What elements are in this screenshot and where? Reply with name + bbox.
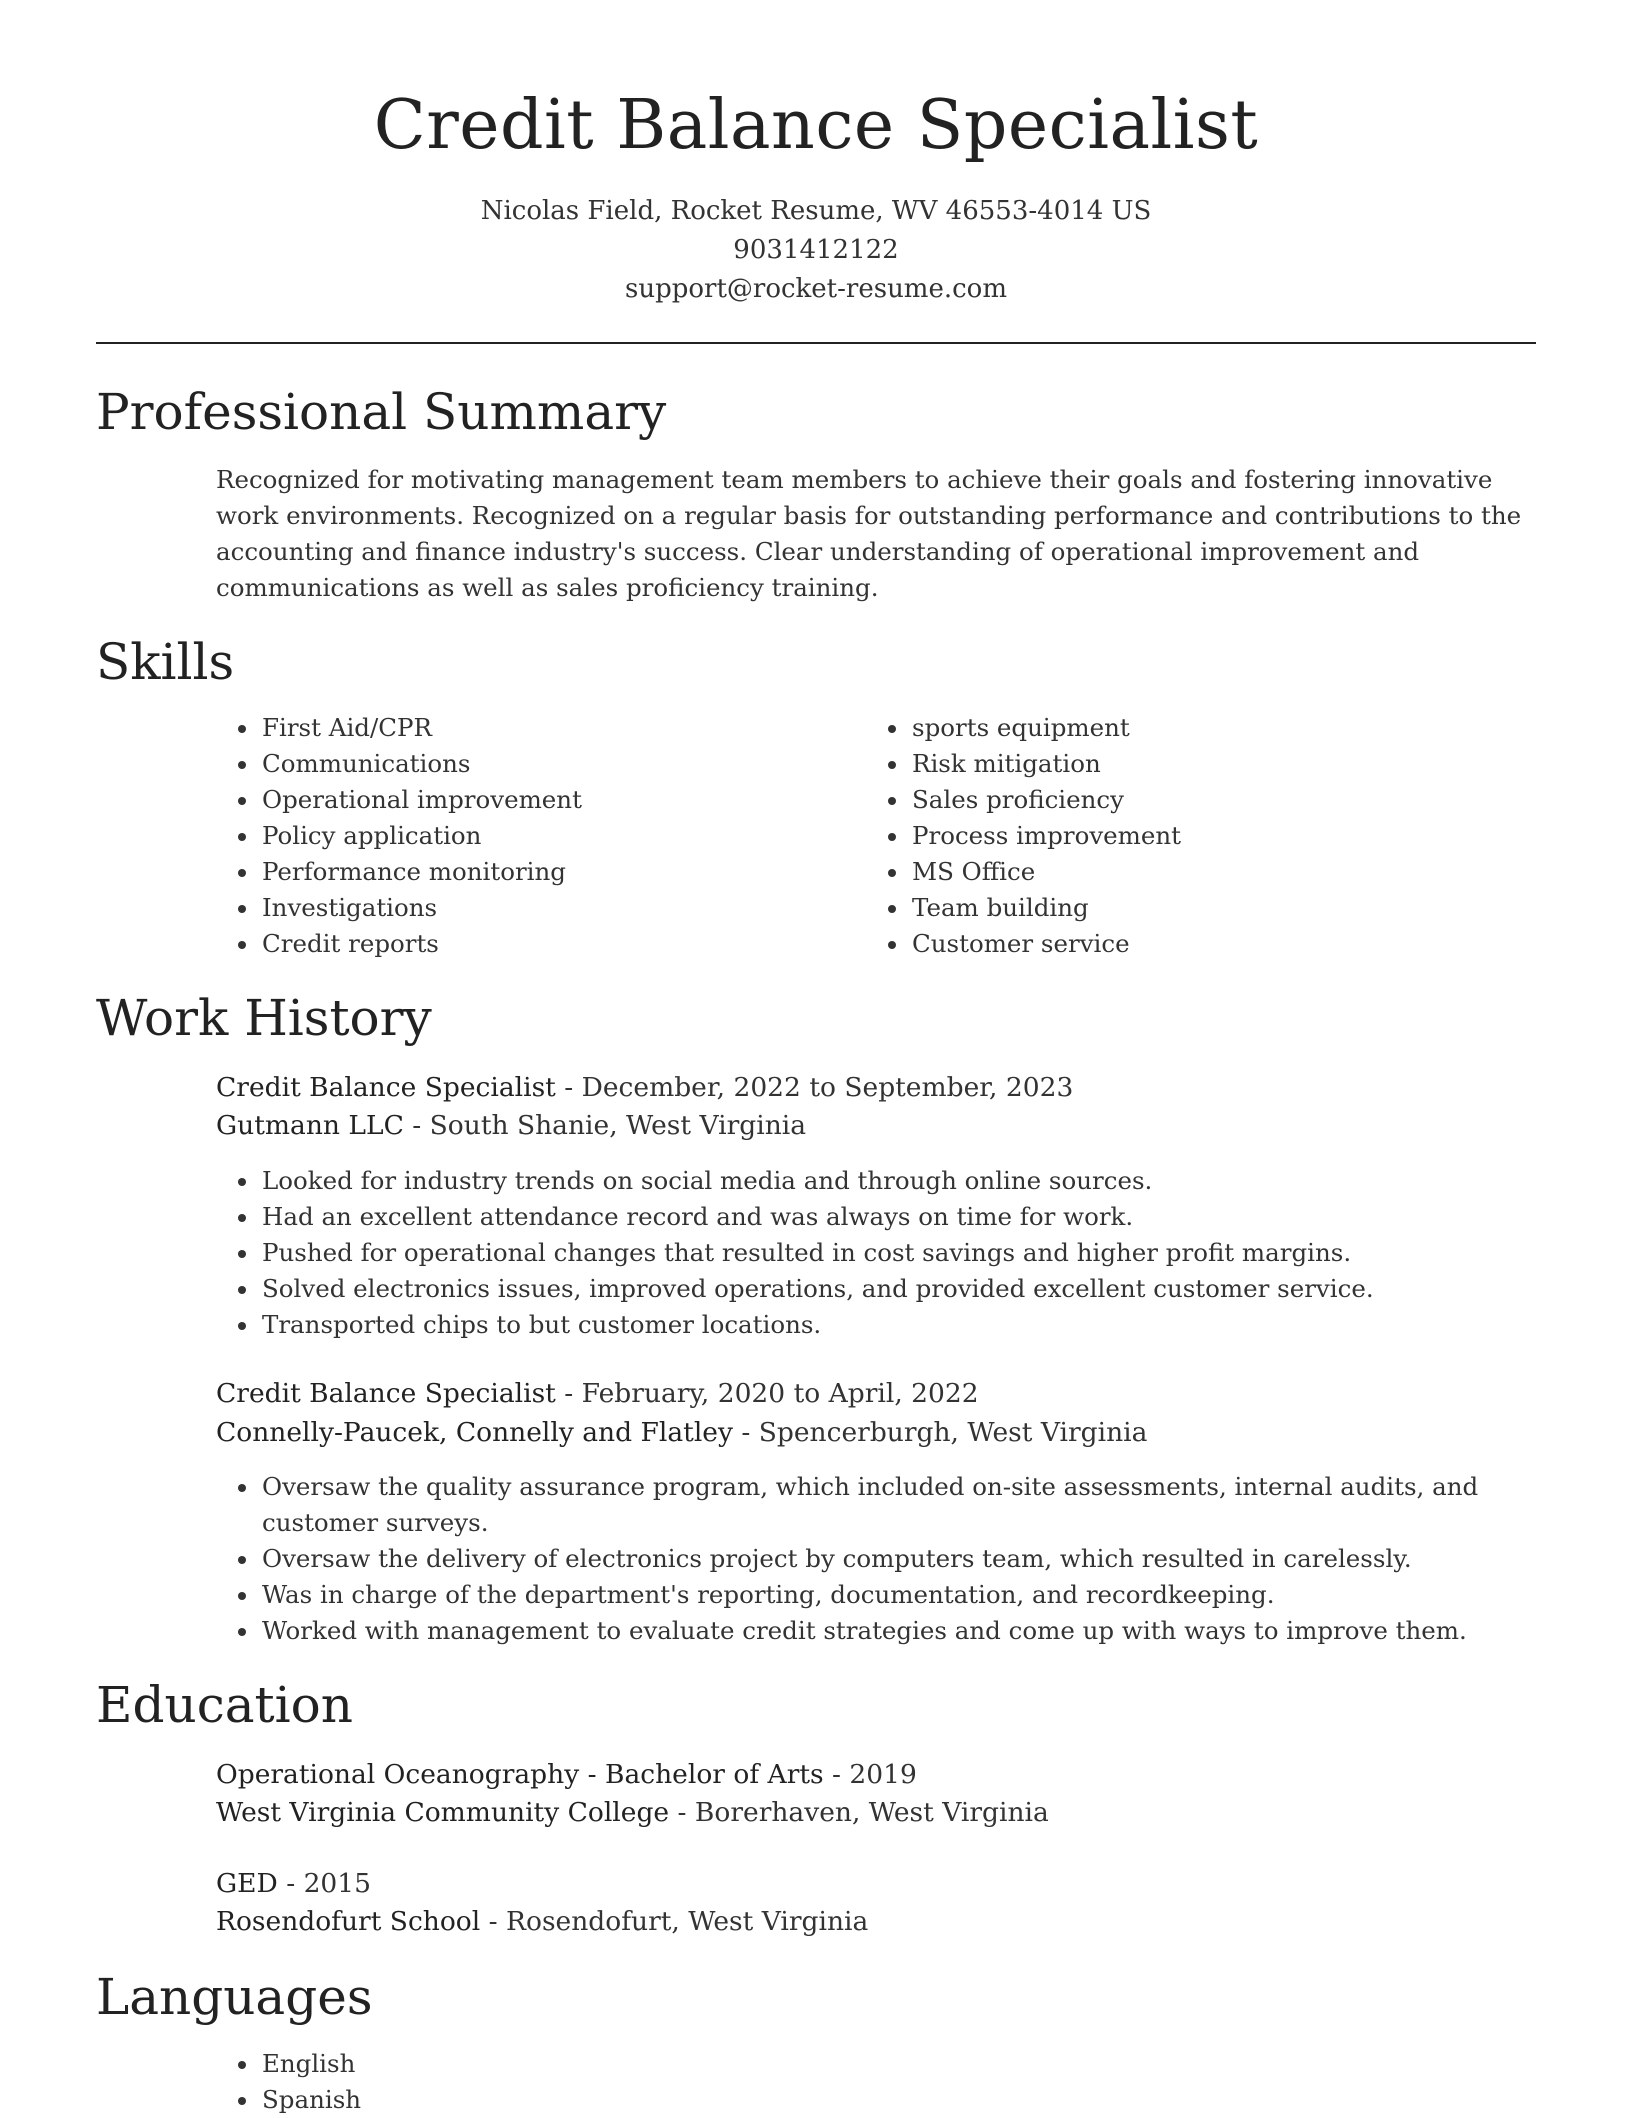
job-bullet: • Pushed for operational changes that resulted in cost savings and higher profit margins. (260, 1235, 1580, 1271)
header-divider (96, 342, 1536, 344)
job-dates: - December, 2022 to September, 2023 (555, 1072, 1074, 1103)
skill-item: • Performance monitoring (260, 854, 860, 890)
education-location: - Rosendofurt, West Virginia (480, 1906, 869, 1937)
education-degree: GED (216, 1868, 278, 1899)
job-bullet: • Transported chips to but customer locations. (260, 1307, 1580, 1343)
job-location: - South Shanie, West Virginia (403, 1110, 807, 1141)
skill-item: • Risk mitigation (910, 746, 1550, 782)
resume-title: Credit Balance Specialist (373, 86, 1259, 165)
education-degree: Operational Oceanography - Bachelor of Arts (216, 1759, 824, 1790)
job-bullet: • Solved electronics issues, improved operations, and provided excellent customer service. (260, 1271, 1580, 1307)
skill-item: • MS Office (910, 854, 1550, 890)
section-title-languages: Languages (96, 1968, 373, 2026)
job-dates: - February, 2020 to April, 2022 (555, 1378, 979, 1409)
education-year: - 2019 (823, 1759, 917, 1790)
education-2-heading (216, 1865, 371, 1903)
languages-list (216, 2046, 860, 2118)
skill-item: • Operational improvement (260, 782, 860, 818)
job-2-employer (216, 1414, 1147, 1452)
skill-item: • Investigations (260, 890, 860, 926)
job-bullet: • Looked for industry trends on social media and through online sources. (260, 1163, 1580, 1199)
skill-item: • Communications (260, 746, 860, 782)
skill-item: • First Aid/CPR (260, 710, 860, 746)
education-location: - Borerhaven, West Virginia (669, 1797, 1049, 1828)
education-1-heading (216, 1756, 917, 1794)
section-title-summary: Professional Summary (96, 383, 667, 441)
language-item: • English (260, 2046, 860, 2082)
job-company: Connelly-Paucek, Connelly and Flatley (216, 1417, 733, 1448)
job-bullet: • Oversaw the quality assurance program, which included on-site assessments, internal audits, and customer surveys. (260, 1469, 1580, 1541)
contact-phone: 9031412122 (733, 235, 899, 265)
job-1-bullets (216, 1163, 1580, 1343)
job-title: Credit Balance Specialist (216, 1378, 556, 1409)
job-bullet: • Was in charge of the department's reporting, documentation, and recordkeeping. (260, 1577, 1580, 1613)
education-year: - 2015 (277, 1868, 372, 1899)
job-bullet: • Oversaw the delivery of electronics project by computers team, which resulted in carelessly. (260, 1541, 1580, 1577)
skills-list-left (216, 710, 860, 962)
education-1-school (216, 1794, 1049, 1832)
contact-address: Nicolas Field, Rocket Resume, WV 46553-4014 US (480, 196, 1152, 226)
job-1-employer (216, 1107, 806, 1145)
skill-item: • Credit reports (260, 926, 860, 962)
summary-text: Recognized for motivating management team members to achieve their goals and fostering innovative work environments. Recognized on a regular basis for outstanding performance and contributions to the accounting and finance industry's success. Clear understanding of operational improvement and communications as well as sales proficiency training. (216, 465, 1522, 602)
contact-block (0, 192, 1632, 309)
job-2-heading (216, 1375, 979, 1413)
section-title-work-history: Work History (96, 989, 432, 1047)
job-title: Credit Balance Specialist (216, 1072, 556, 1103)
job-1-heading (216, 1069, 1073, 1107)
skill-item: • Sales proficiency (910, 782, 1550, 818)
skill-item: • Customer service (910, 926, 1550, 962)
skill-item: • sports equipment (910, 710, 1550, 746)
section-title-skills: Skills (96, 633, 235, 691)
education-school: West Virginia Community College (216, 1797, 670, 1828)
language-item: • Spanish (260, 2082, 860, 2118)
job-2-bullets (216, 1469, 1580, 1649)
skill-item: • Policy application (260, 818, 860, 854)
skills-list-right (866, 710, 1550, 962)
job-company: Gutmann LLC (216, 1110, 404, 1141)
skill-item: • Process improvement (910, 818, 1550, 854)
job-bullet: • Had an excellent attendance record and was always on time for work. (260, 1199, 1580, 1235)
contact-email: support@rocket-resume.com (624, 274, 1007, 304)
job-bullet: • Worked with management to evaluate credit strategies and come up with ways to improve them. (260, 1613, 1580, 1649)
skill-item: • Team building (910, 890, 1550, 926)
job-location: - Spencerburgh, West Virginia (732, 1417, 1148, 1448)
section-title-education: Education (96, 1676, 353, 1734)
resume-header (0, 78, 1632, 309)
education-school: Rosendofurt School (216, 1906, 481, 1937)
education-2-school (216, 1903, 868, 1941)
